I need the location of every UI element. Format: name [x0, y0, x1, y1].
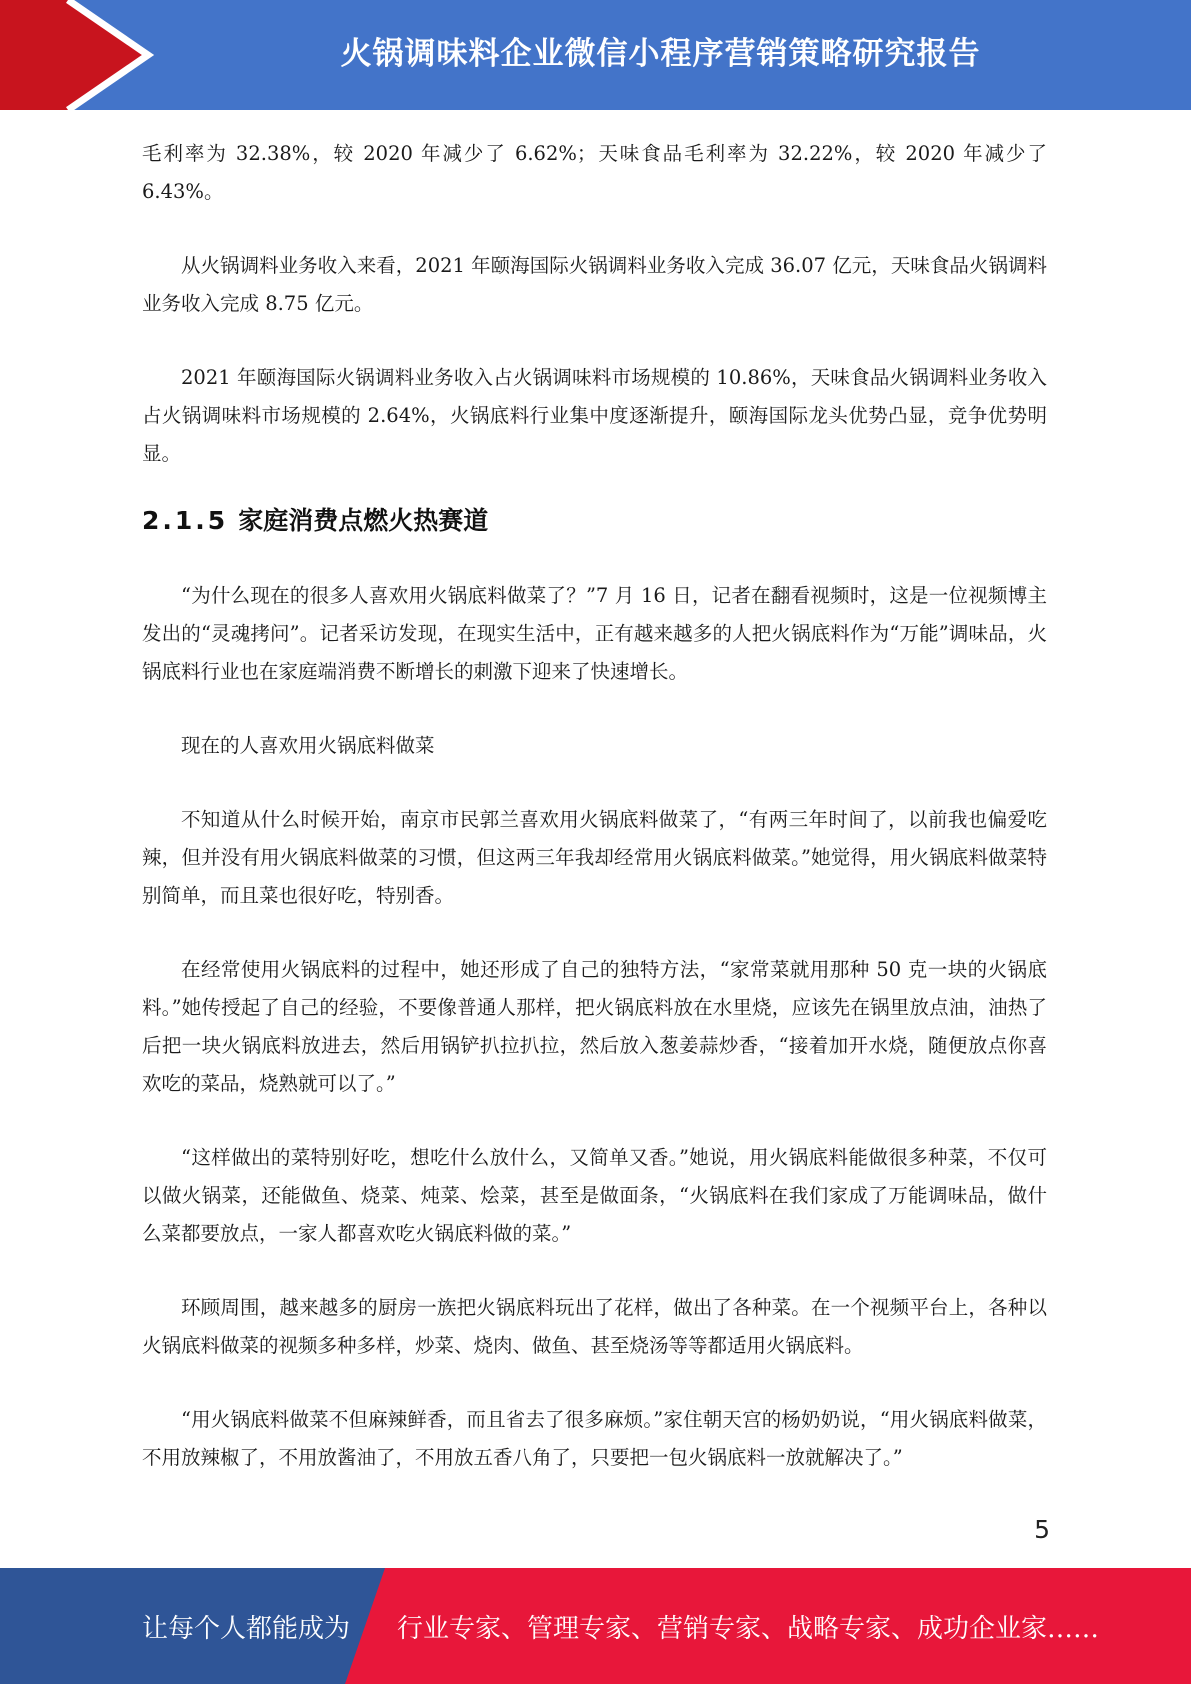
body-paragraph: 在经常使用火锅底料的过程中，她还形成了自己的独特方法，“家常菜就用那种 50 克一块的火锅底料。”她传授起了自己的经验，不要像普通人那样，把火锅底料放在水里烧，应该先在锅里放点油，油热了后把一块火锅底料放进去，然后用锅铲扒拉扒拉，然后放入葱姜蒜炒香，“接着加开水烧，随便放点你喜欢吃的菜品，烧熟就可以了。”: [142, 958, 1047, 1095]
section-title: 家庭消费点燃火热赛道: [238, 506, 489, 535]
body-paragraph: 环顾周围，越来越多的厨房一族把火锅底料玩出了花样，做出了各种菜。在一个视频平台上，各种以火锅底料做菜的视频多种多样，炒菜、烧肉、做鱼、甚至烧汤等等都适用火锅底料。: [142, 1296, 1047, 1357]
report-title: 火锅调味料企业微信小程序营销策略研究报告: [340, 35, 981, 72]
body-paragraph: “用火锅底料做菜不但麻辣鲜香，而且省去了很多麻烦。”家住朝天宫的杨奶奶说，“用火锅底料做菜，不用放辣椒了，不用放酱油了，不用放五香八角了，只要把一包火锅底料一放就解决了。”: [142, 1408, 1047, 1469]
footer-slogan-left: 让每个人都能成为: [142, 1613, 351, 1644]
body-paragraph: 不知道从什么时候开始，南京市民郭兰喜欢用火锅底料做菜了，“有两三年时间了，以前我也偏爱吃辣，但并没有用火锅底料做菜的习惯，但这两三年我却经常用火锅底料做菜。”她觉得，用火锅底料做菜特别简单，而且菜也很好吃，特别香。: [142, 808, 1047, 907]
page-footer: [0, 1568, 1191, 1684]
body-paragraph: 2021 年颐海国际火锅调料业务收入占火锅调味料市场规模的 10.86%，天味食品火锅调料业务收入占火锅调味料市场规模的 2.64%，火锅底料行业集中度逐渐提升，颐海国际龙头优势凸显，竞争优势明显。: [142, 366, 1047, 465]
page-number: 5: [1034, 1515, 1050, 1544]
body-paragraph: 毛利率为 32.38%，较 2020 年减少了 6.62%；天味食品毛利率为 32.22%，较 2020 年减少了 6.43%。: [142, 142, 1047, 203]
page-body: [142, 135, 1047, 1477]
section-heading: [142, 501, 1047, 541]
body-paragraph: 从火锅调料业务收入来看，2021 年颐海国际火锅调料业务收入完成 36.07 亿元，天味食品火锅调料业务收入完成 8.75 亿元。: [142, 254, 1047, 315]
body-paragraph: “这样做出的菜特别好吃，想吃什么放什么，又简单又香。”她说，用火锅底料能做很多种菜，不仅可以做火锅菜，还能做鱼、烧菜、炖菜、烩菜，甚至是做面条，“火锅底料在我们家成了万能调味品，做什么菜都要放点，一家人都喜欢吃火锅底料做的菜。”: [142, 1146, 1047, 1245]
footer-slogan-right: 行业专家、管理专家、营销专家、战略专家、成功企业家……: [397, 1613, 1100, 1644]
subheading-paragraph: 现在的人喜欢用火锅底料做菜: [181, 734, 435, 757]
section-number: 2.1.5: [142, 506, 229, 535]
page-header: [0, 0, 1191, 110]
body-paragraph: “为什么现在的很多人喜欢用火锅底料做菜了？”7 月 16 日，记者在翻看视频时，这是一位视频博主发出的“灵魂拷问”。记者采访发现，在现实生活中，正有越来越多的人把火锅底料作为“万能”调味品，火锅底料行业也在家庭端消费不断增长的刺激下迎来了快速增长。: [142, 584, 1047, 683]
